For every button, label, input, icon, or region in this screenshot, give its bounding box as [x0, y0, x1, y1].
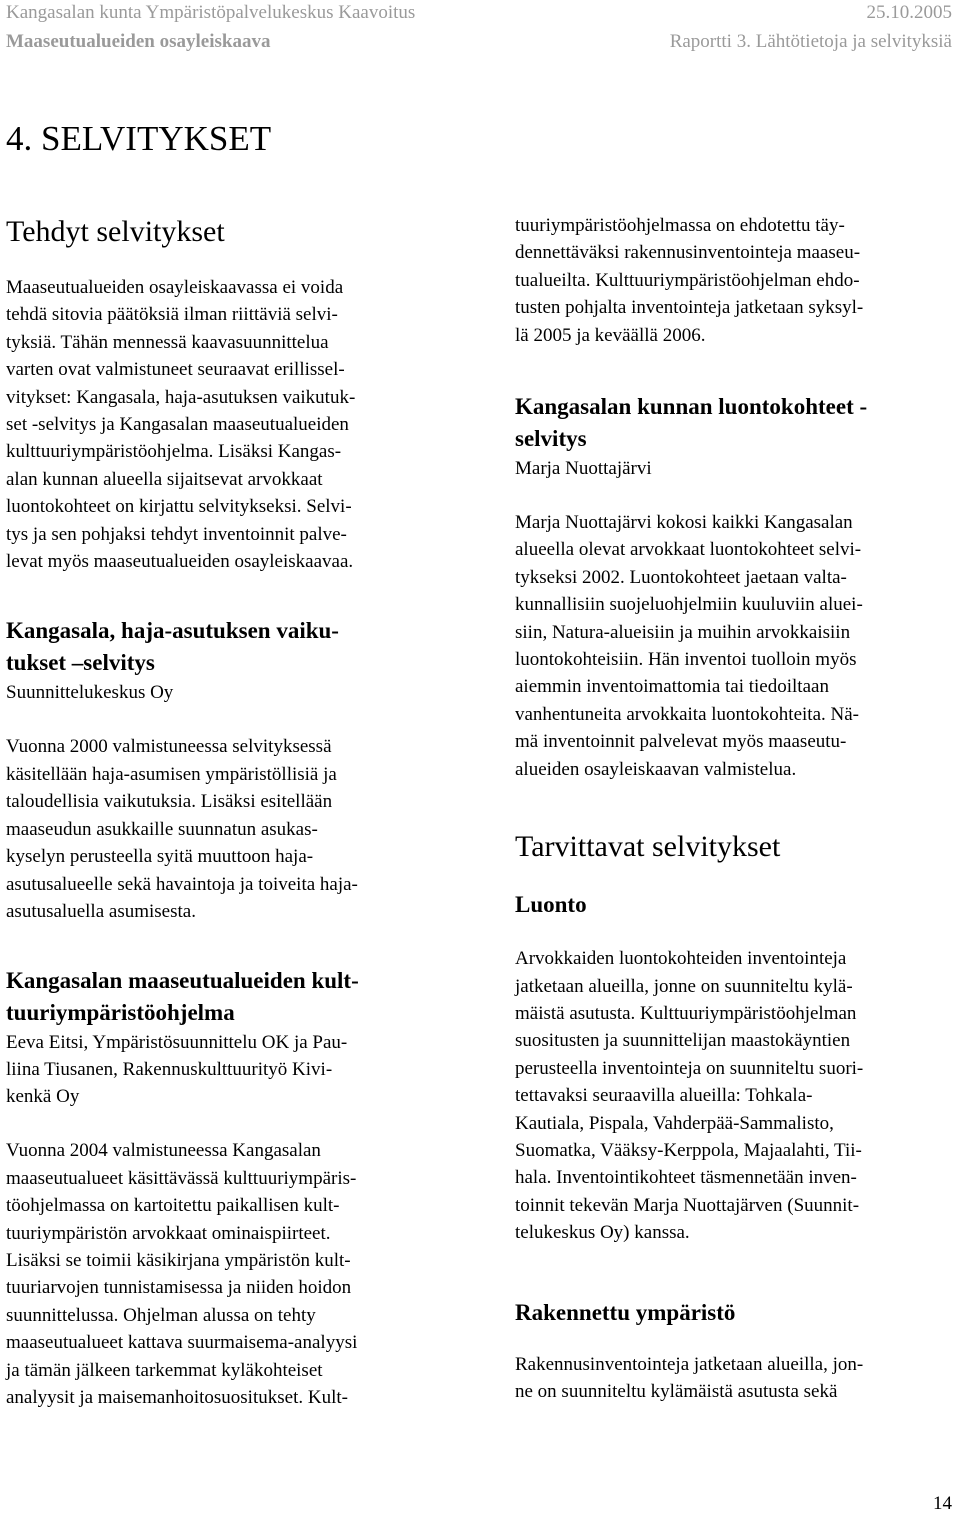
text-line: maaseutualueet käsittävässä kulttuuriympäris-: [6, 1167, 357, 1189]
heading-line: tuuriympäristöohjelma: [6, 1000, 235, 1026]
text-line: alan kunnan alueella sijaitsevat arvokkaat: [6, 468, 323, 490]
heading-line: Kangasalan kunnan luontokohteet -: [515, 394, 868, 420]
subheading-luonto: Luonto: [515, 892, 587, 918]
text-line: suositusten ja suunnittelijan maastokäyntien: [515, 1030, 851, 1052]
chapter-title: 4. SELVITYKSET: [6, 119, 272, 158]
page-number: 14: [933, 1493, 952, 1514]
text-line: analyysit ja maisemanhoitosuositukset. Kult-: [6, 1386, 348, 1408]
text-line: tehdä sitovia päätöksiä ilman riittäviä selvi-: [6, 304, 338, 326]
text-line: vanhentuneita arvokkaita luontokohteita. Nä-: [515, 703, 859, 725]
text-line: vitykset: Kangasala, haja-asutuksen vaikutuk-: [6, 386, 356, 408]
text-line: siin, Natura-alueisiin ja muihin arvokkaisiin: [515, 621, 851, 643]
heading-line: selvitys: [515, 426, 587, 452]
running-header-top: [6, 0, 952, 26]
text-line: tys ja sen pohjaksi tehdyt inventoinnit palve-: [6, 523, 347, 545]
paragraph-luonto-needs: [515, 945, 955, 1246]
text-line: mä inventoinnit palvelevat myös maaseutu-: [515, 731, 847, 753]
paragraph-rakennettu: [515, 1351, 955, 1406]
text-line: telukeskus Oy) kanssa.: [515, 1222, 690, 1244]
text-line: luontokohteet on kirjattu selvitykseksi. Selvi-: [6, 496, 352, 518]
header-date: 25.10.2005: [866, 2, 952, 23]
text-line: kyselyn perusteella syitä muuttoon haja-: [6, 846, 314, 868]
text-line: kenkä Oy: [6, 1086, 80, 1108]
text-line: asutusalueelle sekä havaintoja ja toiveita haja-: [6, 873, 358, 895]
text-line: dennettäväksi rakennusinventointeja maaseu-: [515, 242, 861, 264]
text-line: Vuonna 2004 valmistuneessa Kangasalan: [6, 1140, 321, 1162]
text-line: kunnallisiin suojeluohjelmiin kuuluviin aluei-: [515, 594, 863, 616]
text-line: tuuriympäristön arvokkaat ominaispiirteet.: [6, 1222, 331, 1244]
text-line: töohjelmassa on kartoitettu paikallisen kult-: [6, 1195, 340, 1217]
text-line: Kautiala, Pispala, Vahderpää-Sammalisto,: [515, 1112, 834, 1134]
text-line: kulttuuriympäristöohjelma. Lisäksi Kangas-: [6, 441, 342, 463]
paragraph-haja: [6, 733, 458, 925]
text-line: Eeva Eitsi, Ympäristösuunnittelu OK ja Pau-: [6, 1032, 348, 1054]
text-line: tuuriarvojen tunnistamisessa ja niiden hoidon: [6, 1277, 352, 1299]
text-line: tyksiä. Tähän mennessä kaavasuunnittelua: [6, 331, 329, 353]
author-luontokohteet: Marja Nuottajärvi: [515, 458, 652, 480]
text-line: alueella olevat arvokkaat luontokohteet selvi-: [515, 539, 862, 561]
text-line: käsitellään haja-asumisen ympäristöllisiä ja: [6, 763, 337, 785]
subheading-rakennettu: Rakennettu ympäristö: [515, 1299, 736, 1325]
text-line: lä 2005 ja keväällä 2006.: [515, 324, 706, 346]
author-haja: Suunnittelukeskus Oy: [6, 682, 174, 704]
text-line: Arvokkaiden luontokohteiden inventointeja: [515, 948, 847, 970]
section-heading-luontokohteet: [515, 391, 955, 455]
section-heading-kult: [6, 965, 458, 1029]
author-kult: [6, 1029, 458, 1110]
text-line: asutusaluella asumisesta.: [6, 900, 196, 922]
text-line: maaseutualueet kattava suurmaisema-analyysi: [6, 1332, 358, 1354]
heading-line: tukset –selvitys: [6, 650, 155, 676]
section-heading-tehdyt: Tehdyt selvitykset: [6, 215, 225, 248]
text-line: tykseksi 2002. Luontokohteet jaetaan valta-: [515, 566, 847, 588]
text-line: maaseudun asukkaille suunnatun asukas-: [6, 818, 318, 840]
paragraph-kult-continued: [515, 212, 955, 349]
text-line: aiemmin inventoimattomia tai tiedoiltaan: [515, 676, 829, 698]
text-line: perusteella inventointeja on suunniteltu suori-: [515, 1057, 864, 1079]
text-line: mäistä asutusta. Kulttuuriympäristöohjelman: [515, 1002, 857, 1024]
paragraph-luontokohteet: [515, 509, 955, 783]
paragraph-tehdyt: [6, 274, 458, 575]
heading-line: Kangasala, haja-asutuksen vaiku-: [6, 618, 339, 644]
text-line: ja tämän jälkeen tarkemmat kyläkohteiset: [6, 1359, 323, 1381]
left-column: [6, 212, 458, 1411]
text-line: alueiden osayleiskaavan valmistelua.: [515, 758, 797, 780]
text-line: levat myös maaseutualueiden osayleiskaavaa.: [6, 551, 354, 573]
text-line: tualueilta. Kulttuuriympäristöohjelman ehdo-: [515, 269, 860, 291]
text-line: taloudellisia vaikutuksia. Lisäksi esitellään: [6, 791, 333, 813]
text-line: tuuriympäristöohjelmassa on ehdotettu täy-: [515, 215, 845, 236]
text-line: Suomatka, Vääksy-Kerppola, Majaalahti, Tii-: [515, 1139, 862, 1161]
text-line: luontokohteisiin. Hän inventoi tuolloin myös: [515, 649, 857, 671]
text-line: hala. Inventointikohteet täsmennetään inven-: [515, 1167, 857, 1189]
text-line: Marja Nuottajärvi kokosi kaikki Kangasalan: [515, 512, 853, 534]
text-line: jatketaan alueilla, jonne on suunniteltu kylä-: [515, 975, 853, 997]
text-line: Lisäksi se toimii käsikirjana ympäristön kult-: [6, 1249, 351, 1271]
text-line: set -selvitys ja Kangasalan maaseutualueiden: [6, 414, 349, 436]
text-line: tettavaksi seuraavilla alueilla: Tohkala-: [515, 1085, 813, 1107]
section-heading-haja: [6, 615, 458, 679]
header-report: Raportti 3. Lähtötietoja ja selvityksiä: [669, 31, 952, 52]
text-line: ne on suunniteltu kylämäistä asutusta sekä: [515, 1380, 838, 1402]
text-line: Vuonna 2000 valmistuneessa selvityksessä: [6, 736, 332, 758]
paragraph-kult: [6, 1137, 458, 1411]
text-line: Maaseutualueiden osayleiskaavassa ei voida: [6, 277, 344, 298]
text-line: toinnit tekevän Marja Nuottajärven (Suunnit-: [515, 1194, 860, 1216]
text-line: tusten pohjalta inventointeja jatketaan syksyl-: [515, 297, 864, 319]
text-line: suunnittelussa. Ohjelman alussa on tehty: [6, 1304, 316, 1326]
right-column: [515, 212, 955, 1405]
heading-line: Kangasalan maaseutualueiden kult-: [6, 968, 359, 994]
running-header-bottom: [6, 29, 952, 55]
text-line: varten ovat valmistuneet seuraavat erillissel-: [6, 359, 345, 381]
text-line: Rakennusinventointeja jatketaan alueilla, jon-: [515, 1353, 864, 1375]
header-plan-title: Maaseutualueiden osayleiskaava: [6, 31, 271, 52]
section-heading-tarvittavat: Tarvittavat selvitykset: [515, 830, 781, 864]
text-line: liina Tiusanen, Rakennuskulttuurityö Kivi-: [6, 1059, 333, 1081]
header-organization: Kangasalan kunta Ympäristöpalvelukeskus Kaavoitus: [6, 2, 416, 23]
